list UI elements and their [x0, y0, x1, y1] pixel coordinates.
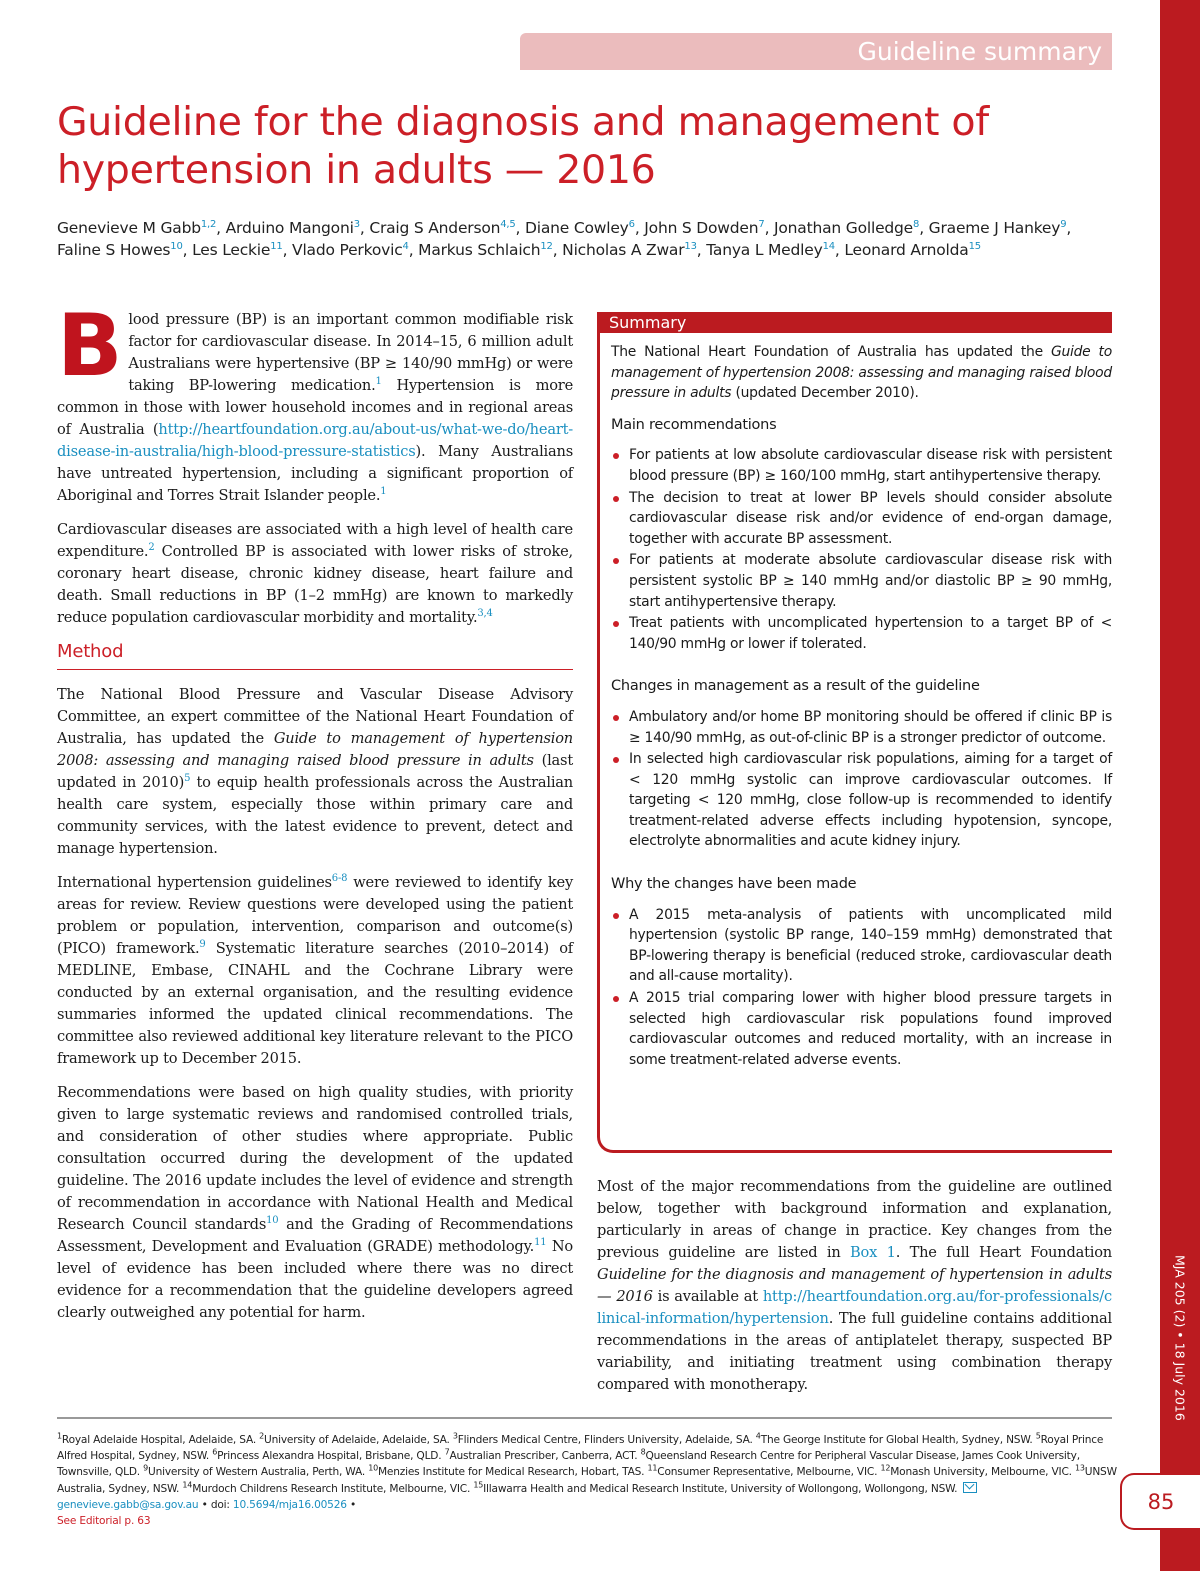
citation-superscript: 10	[266, 1215, 279, 1227]
author-affiliation-ref: 7	[758, 218, 765, 230]
author-affiliation-ref: 14	[822, 240, 835, 252]
email-icon	[963, 1482, 977, 1493]
text-run: were reviewed to identify key areas for review. Review questions were developed using the patient problem or population, intervention, comparison and outcome(s) (PICO) framework.	[57, 874, 573, 957]
doi-label: doi:	[210, 1498, 230, 1511]
summary-bullet: The decision to treat at lower BP levels should consider absolute cardiovascular disease risk and/or evidence of end-organ damage, together with accurate BP assessment.	[611, 488, 1112, 550]
author-name: Les Leckie	[192, 241, 271, 259]
citation-superscript: 11	[534, 1237, 547, 1249]
text-run: The George Institute for Global Health, Sydney, NSW.	[760, 1434, 1036, 1446]
text-run: lood pressure (BP) is an important common modifiable risk factor for cardiovascular disease. In 2014–15, 6 million adult Australians were hypertensive (BP ≥ 140/90 mmHg) or were taking BP-lowering medication.	[128, 311, 573, 394]
author-affiliation-ref: 15	[968, 240, 981, 252]
email-link[interactable]: genevieve.gabb@sa.gov.au	[57, 1498, 199, 1511]
italic-title: Guide to management of hypertension 2008: assessing and managing raised blood pressure in adults	[57, 730, 573, 769]
text-run: International hypertension guidelines	[57, 874, 332, 891]
text-run: University of Adelaide, Adelaide, SA.	[264, 1434, 453, 1446]
text-run: (updated December 2010).	[731, 385, 919, 402]
text-run: The National Blood Pressure and Vascular Disease Advisory Committee, an expert committee of the National Heart Foundation of Australia, has updated the	[57, 686, 573, 747]
author-affiliation-ref: 9	[1060, 218, 1067, 230]
section-label-banner	[520, 33, 1112, 70]
author-name: Vlado Perkovic	[292, 241, 403, 259]
author-affiliation-ref: 3	[353, 218, 360, 230]
section-label: Guideline summary	[857, 37, 1102, 66]
page-number: 85	[1120, 1473, 1200, 1530]
text-run: University of Western Australia, Perth, WA.	[148, 1466, 369, 1479]
text-run: . The full Heart Foundation	[895, 1244, 1113, 1261]
citation-superscript: 5	[1035, 1431, 1041, 1441]
citation-superscript: 11	[647, 1463, 658, 1473]
text-run: Australian Prescriber, Canberra, ACT.	[449, 1450, 641, 1463]
summary-intro	[611, 342, 1112, 404]
author-affiliation-ref: 4,5	[500, 218, 516, 230]
author-name: Markus Schlaich	[418, 241, 541, 259]
summary-subheading: Why the changes have been made	[611, 876, 857, 893]
text-run: UNSW Australia, Sydney, NSW.	[57, 1466, 1117, 1495]
text-run: Systematic literature searches (2010–2014) of MEDLINE, Embase, CINAHL and the Cochrane Library were conducted by an external organisation, and the resulting evidence summaries informed the updated clinical recommendations. The committee also reviewed additional key literature relevant to the PICO framework up to December 2015.	[57, 940, 574, 1067]
text-run: Illawarra Health and Medical Research Institute, University of Wollongong, Wollongong, NSW.	[483, 1482, 961, 1495]
paragraph	[57, 872, 573, 1070]
summary-bullet: Ambulatory and/or home BP monitoring should be offered if clinic BP is ≥ 140/90 mmHg, as out-of-clinic BP is a stronger predictor of outcome.	[611, 707, 1112, 748]
text-run: Controlled BP is associated with lower risks of stroke, coronary heart disease, chronic kidney disease, heart failure and death. Small reductions in BP (1–2 mmHg) are known to markedly reduce population cardiovascular morbidity and mortality.	[57, 543, 573, 626]
citation-superscript: 6-8	[331, 873, 348, 885]
citation-superscript: 4	[755, 1431, 761, 1441]
see-editorial-link[interactable]: See Editorial p. 63	[57, 1515, 151, 1528]
citation-superscript: 5	[184, 773, 191, 785]
summary-subheading: Changes in management as a result of the guideline	[611, 678, 980, 695]
paragraph	[57, 1082, 573, 1324]
author-affiliation-ref: 8	[913, 218, 920, 230]
author-name: Graeme J Hankey	[928, 219, 1061, 237]
text-run: Menzies Institute for Medical Research, Hobart, TAS.	[377, 1466, 648, 1479]
hyperlink[interactable]: Box 1	[850, 1244, 896, 1261]
citation-superscript: 12	[880, 1463, 891, 1473]
text-run: Consumer Representative, Melbourne, VIC.	[657, 1466, 881, 1479]
author-affiliation-ref: 6	[628, 218, 635, 230]
summary-bullet: Treat patients with uncomplicated hypertension to a target BP of < 140/90 mmHg or lower if tolerated.	[611, 613, 1112, 654]
hyperlink[interactable]: http://heartfoundation.org.au/for-professionals/clinical-information/hypertension	[597, 1288, 1112, 1327]
text-run: Most of the major recommendations from the guideline are outlined below, together with background information and explanation, particularly in areas of change in practice. Key changes from the previous guideline are listed in	[597, 1178, 1112, 1261]
hyperlink[interactable]: http://heartfoundation.org.au/about-us/what-we-do/heart-disease-in-australia/high-blood-pressure-statistics	[57, 421, 573, 460]
citation-superscript: 2	[148, 542, 155, 554]
text-run: Monash University, Melbourne, VIC.	[890, 1466, 1075, 1479]
author-affiliation-ref: 12	[540, 240, 553, 252]
citation-superscript: 14	[182, 1480, 193, 1490]
summary-bullet-list	[611, 905, 1112, 1071]
summary-bullet-list	[611, 707, 1112, 852]
author-name: John S Dowden	[644, 219, 759, 237]
author-affiliation-ref: 10	[170, 240, 183, 252]
summary-bullet-list	[611, 445, 1112, 654]
citation-superscript: 1	[380, 486, 387, 498]
citation-superscript: 2	[259, 1431, 265, 1441]
footer-affiliations: $^1$Royal Adelaide Hospital, Adelaide, SA. $^2$University of Adelaide, Adelaide, SA. $^3$Flinders Medical Centre, Flinders University, Adelaide, SA. $^4$The George Institute for Global Health, Sydney, NSW. $^5$Royal Prince Alfred Hospital, Sydney, NSW. $^6$Princess Alexandra Hospital, Brisbane, QLD. $^7$Australian Prescriber, Canberra, ACT. $^8$Queensland Research Centre for Peripheral Vascular Disease, James Cook University, Townsville, QLD. $^9$University of Western Australia, Perth, WA. $^{10}$Menzies Institute for Medical Research, Hobart, TAS. $^{11}$Consumer Representative, Melbourne, VIC. $^{12}$Monash University, Melbourne, VIC. $^{13}$UNSW Australia, Sydney, NSW. $^{14}$Murdoch Childrens Research Institute, Melbourne, VIC. $^{15}$Illawarra Health and Medical Research Institute, University of Wollongong, Wollongong, NSW. genevieve.gabb@sa.gov.au • doi: 10.5694/mja16.00526 • See Editorial p. 63	[57, 1432, 1117, 1529]
summary-bullet: A 2015 meta-analysis of patients with uncomplicated mild hypertension (systolic BP range, 140–159 mmHg) demonstrated that BP-lowering therapy is beneficial (reduced stroke, cardiovascular death and all-cause mortality).	[611, 905, 1112, 987]
text-run: Royal Prince Alfred Hospital, Sydney, NSW.	[57, 1434, 1104, 1463]
text-run: Flinders Medical Centre, Flinders University, Adelaide, SA.	[457, 1434, 756, 1446]
method-heading: Method	[57, 641, 573, 670]
citation-superscript: 1	[375, 376, 382, 388]
citation-superscript: 3,4	[477, 608, 493, 620]
author-name: Craig S Anderson	[369, 219, 501, 237]
summary-bullet: For patients at moderate absolute cardiovascular disease risk with persistent systolic BP ≥ 140 mmHg and/or diastolic BP ≥ 90 mmHg, start antihypertensive therapy.	[611, 550, 1112, 612]
author-affiliation-ref: 1,2	[200, 218, 217, 230]
summary-bullet: For patients at low absolute cardiovascular disease risk with persistent blood pressure (BP) ≥ 160/100 mmHg, start antihypertensive therapy.	[611, 445, 1112, 486]
author-list: Genevieve M Gabb$^{1,2}$, Arduino Mangoni$^3$, Craig S Anderson$^{4,5}$, Diane Cowley$^6$, John S Dowden$^7$, Jonathan Golledge$^8$, Graeme J Hankey$^9$, Faline S Howes$^{10}$, Les Leckie$^{11}$, Vlado Perkovic$^4$, Markus Schlaich$^{12}$, Nicholas A Zwar$^{13}$, Tanya L Medley$^{14}$, Leonard Arnolda$^{15}$	[57, 218, 1072, 259]
summary-heading: Summary	[597, 312, 1112, 333]
summary-bullet: In selected high cardiovascular risk populations, aiming for a target of < 120 mmHg systolic can improve cardiovascular outcomes. If targeting < 120 mmHg, close follow-up is recommended to identify treatment-related adverse effects including hypotension, syncope, electrolyte abnormalities and acute kidney injury.	[611, 749, 1112, 852]
author-name: Leonard Arnolda	[844, 241, 969, 259]
citation-superscript: 6	[212, 1447, 218, 1457]
text-run: The National Heart Foundation of Australia has updated the	[611, 344, 1051, 360]
italic-title: Guide to management of hypertension 2008: assessing and managing raised blood pressure in adults	[611, 344, 1112, 402]
text-run: No level of evidence has been included where there was no direct evidence for a recommendation that the guideline developers agreed clearly outweighed any potential for harm.	[57, 1238, 573, 1321]
text-run: ). Many Australians have untreated hypertension, including a significant proportion of Aboriginal and Torres Strait Islander people.	[57, 443, 573, 504]
italic-title: Guideline for the diagnosis and management of hypertension in adults — 2016	[597, 1266, 1112, 1305]
citation-superscript: 7	[444, 1447, 450, 1457]
text-run: (last updated in 2010)	[57, 752, 573, 791]
author-name: Nicholas A Zwar	[562, 241, 685, 259]
right-column	[597, 1176, 1112, 1408]
citation-superscript: 9	[143, 1463, 149, 1473]
citation-superscript: 15	[473, 1480, 484, 1490]
article-title: Guideline for the diagnosis and management of hypertension in adults — 2016	[57, 99, 989, 193]
author-affiliation-ref: 11	[270, 240, 283, 252]
citation-superscript: 10	[368, 1463, 378, 1473]
text-run: . The full guideline contains additional recommendations in the areas of antiplatelet therapy, suspected BP variability, and initiating treatment using combination therapy compared with monotherapy.	[597, 1310, 1112, 1393]
intro-paragraph	[57, 296, 574, 507]
author-affiliation-ref: 4	[402, 240, 409, 252]
author-name: Jonathan Golledge	[774, 219, 914, 237]
text-run: to equip health professionals across the Australian health care system, especially those within primary care and community services, with the latest evidence to prevent, detect and manage hypertension.	[57, 774, 573, 857]
doi-link[interactable]: 10.5694/mja16.00526	[232, 1498, 347, 1511]
text-run: Hypertension is more common in those with lower household incomes and in regional areas of Australia (	[57, 377, 574, 438]
author-name: Genevieve M Gabb	[57, 219, 201, 237]
citation-superscript: 13	[1074, 1463, 1085, 1473]
text-run: Princess Alexandra Hospital, Brisbane, QLD.	[217, 1450, 445, 1463]
left-column	[57, 296, 574, 1336]
journal-issue-info: MJA 205 (2) • 18 July 2016	[1172, 1254, 1188, 1421]
text-run: Queensland Research Centre for Peripheral Vascular Disease, James Cook University, Townsville, QLD.	[57, 1450, 1080, 1479]
author-name: Faline S Howes	[57, 241, 171, 259]
text-run: Murdoch Childrens Research Institute, Melbourne, VIC.	[192, 1482, 474, 1495]
citation-superscript: 9	[199, 939, 206, 951]
text-run: Royal Adelaide Hospital, Adelaide, SA.	[61, 1434, 260, 1446]
summary-box	[597, 312, 1112, 1153]
paragraph	[597, 1176, 1112, 1396]
paragraph	[57, 519, 573, 629]
text-run: Recommendations were based on high quality studies, with priority given to large systematic reviews and randomised controlled trials, and consideration of other studies where appropriate. Public consultation occurred during the development of the updated guideline. The 2016 update includes the level of evidence and strength of recommendation in accordance with National Health and Medical Research Council standards	[57, 1084, 573, 1233]
citation-superscript: 8	[640, 1447, 646, 1457]
citation-superscript: 3	[452, 1431, 458, 1441]
footer-divider	[57, 1417, 1112, 1419]
author-affiliation-ref: 13	[684, 240, 697, 252]
author-name: Diane Cowley	[525, 219, 629, 237]
text-run: Cardiovascular diseases are associated with a high level of health care expenditure.	[57, 521, 573, 560]
author-name: Tanya L Medley	[706, 241, 823, 259]
text-run: is available at	[652, 1288, 763, 1305]
author-name: Arduino Mangoni	[225, 219, 354, 237]
summary-bullet: A 2015 trial comparing lower with higher blood pressure targets in selected high cardiovascular risk populations found improved cardiovascular outcomes and reduced mortality, with an increase in some treatment-related adverse events.	[611, 988, 1112, 1070]
summary-subheading: Main recommendations	[611, 416, 777, 433]
drop-cap: B	[57, 296, 123, 396]
citation-superscript: 1	[57, 1431, 62, 1441]
paragraph	[57, 684, 573, 860]
text-run: and the Grading of Recommendations Assessment, Development and Evaluation (GRADE) methodology.	[57, 1216, 574, 1255]
